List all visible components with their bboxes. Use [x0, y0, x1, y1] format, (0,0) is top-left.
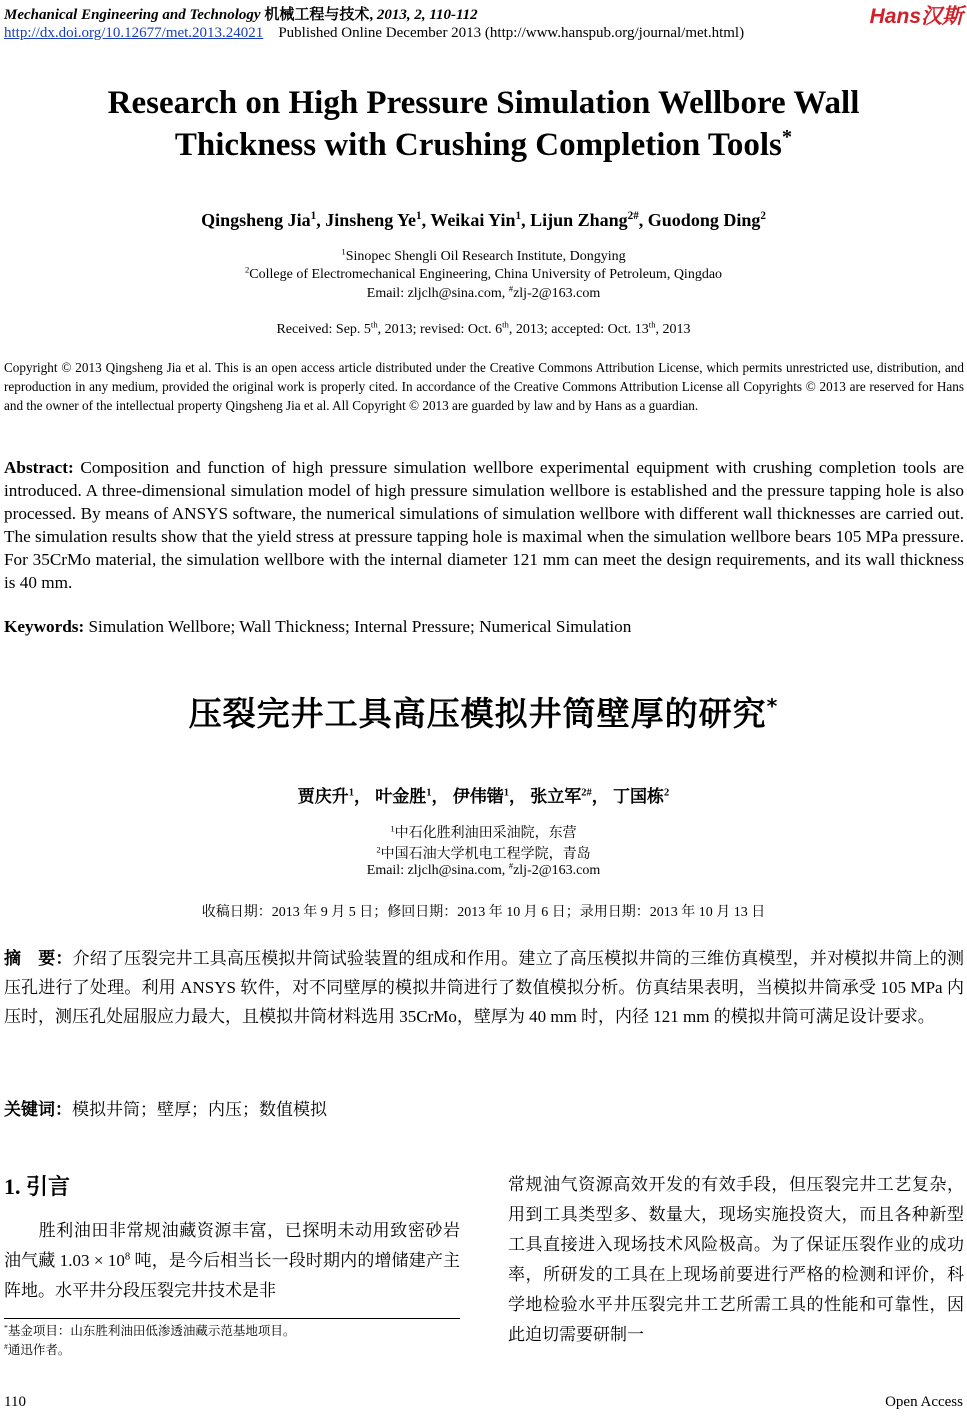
abstract-cn-text: 介绍了压裂完井工具高压模拟井筒试验装置的组成和作用。建立了高压模拟井筒的三维仿真模型，并对模拟井筒上的测压孔进行了处理。利用 ANSYS 软件，对不同壁厚的模拟井筒进行了数值模拟分析。仿真结果表明，当模拟井筒承受 105 MPa 内压时，测压孔处屈服应力最大，且模拟井筒材料选用 35CrMo，壁厚为 40 mm 时，内径 121 mm 的模拟井筒可满足设计要求。 [4, 949, 965, 1026]
copyright-notice: Copyright © 2013 Qingsheng Jia et al. This is an open access article distributed under the Creative Commons Attribution License, which permits unrestricted use, distribution, and reproduction in any medium, provided the original work is properly cited. In accordance of the Creative Commons Attribution License all Copyrights © 2013 are reserved for Hans and the owner of the intellectual property Qingsheng Jia et al. All Copyright © 2013 are guarded by law and by Hans as a guardian. [4, 360, 964, 413]
title-cn-mark: * [766, 694, 779, 718]
affiliation-2-en: $^2$College of Electromechanical Engineering, China University of Petroleum, Qingdao [244, 264, 723, 282]
footnote-1: *基金项目：山东胜利油田低渗透油藏示范基地项目。 [4, 1322, 296, 1338]
body-text-left: 胜利油田非常规油藏资源丰富，已探明未动用致密砂岩油气藏 $1.03 \times 10^8$ 吨，是今后相当长一段时期内的增储建产主阵地。水平井分段压裂完井技术是非 [4, 1221, 460, 1300]
email-cn: Email: zljclh@sina.com, #zlj-2@163.com [366, 860, 601, 878]
keywords-cn-label: 关键词： [4, 1100, 72, 1119]
author-cn: 叶金胜 [375, 787, 427, 806]
author: Jinsheng Ye [325, 210, 417, 230]
title-cn: 压裂完井工具高压模拟井筒壁厚的研究* [188, 694, 779, 733]
doi-line [4, 25, 744, 42]
title-en-mark: * [781, 126, 793, 148]
title-en [0, 82, 967, 166]
keywords-cn [4, 1095, 964, 1120]
journal-name: Mechanical Engineering and Technology [4, 7, 261, 23]
page-number: 110 [4, 1394, 26, 1410]
body-text-right: 常规油气资源高效开发的有效手段，但压裂完井工艺复杂，用到工具类型多、数量大，现场实施投资大，而且各种新型工具直接进入现场技术风险极高。为了保证压裂作业的成功率，所研发的工具在上现场前要进行严格的检测和评价，科学地检验水平井压裂完井工艺所需工具的性能和可靠性，因此迫切需要研制一 [508, 1175, 964, 1344]
authors-en: Qingsheng Jia$^1$, Jinsheng Ye$^1$, Weikai Yin$^1$, Lijun Zhang$^{2\#}$, Guodong Ding$^2$ [201, 210, 766, 230]
keywords-text: Simulation Wellbore; Wall Thickness; Internal Pressure; Numerical Simulation [88, 617, 632, 636]
author-cn: 张立军 [530, 787, 582, 806]
keywords-cn-text: 模拟井筒；壁厚；内压；数值模拟 [72, 1100, 327, 1119]
title-en-line2: Thickness with Crushing Completion Tools* [174, 126, 793, 163]
footnote-2: #通迅作者。 [4, 1341, 71, 1357]
author-cn: 伊伟锴 [452, 787, 504, 806]
abstract-cn [4, 944, 964, 1031]
doi-link[interactable]: http://dx.doi.org/10.12677/met.2013.24021 [4, 25, 264, 41]
footnotes [4, 1322, 295, 1360]
affiliation-2-cn: $^2$中国石油大学机电工程学院，青岛 [376, 844, 591, 862]
journal-name-cn: 机械工程与技术, [264, 7, 374, 23]
abstract-text: Composition and function of high pressure simulation wellbore experimental equipment with crushing completion tools are introduced. A three-dimensional simulation model of high pressure simulation wellbore is established and the pressure tapping hole is also processed. By means of ANSYS software, the numerical simulations of simulation wellbore with different wall thicknesses are carried out. The simulation results show that the yield stress at pressure tapping hole is maximal when the simulation wellbore bears 105 MPa pressure. For 35CrMo material, the simulation wellbore with the internal diameter 121 mm can meet the design requirements, and its wall thickness is 40 mm. [4, 458, 964, 592]
affiliation-1-en: $^1$Sinopec Shengli Oil Research Institute, Dongying [341, 246, 626, 264]
journal-issue: 2013, 2, 110-112 [376, 7, 478, 23]
author: Weikai Yin [430, 210, 516, 230]
email-en: Email: zljclh@sina.com, #zlj-2@163.com [366, 283, 601, 301]
author: Guodong Ding [647, 210, 761, 230]
section-heading: 1. 引言 [4, 1174, 71, 1199]
authors-cn: 贾庆升$^1$， 叶金胜$^1$， 伊伟锴$^1$， 张立军$^{2\#}$， 丁国栋$^2$ [297, 787, 670, 806]
keywords-en [4, 617, 964, 637]
dates-en: Received: Sep. 5th, 2013; revised: Oct. 6th, 2013; accepted: Oct. 13th, 2013 [276, 319, 691, 337]
published-online: Published Online December 2013 (http://www.hanspub.org/journal/met.html) [278, 25, 745, 41]
footnote-rule [4, 1318, 460, 1319]
abstract-en [4, 456, 964, 594]
journal-header [4, 3, 478, 24]
author: Lijun Zhang [530, 210, 628, 230]
dates-cn: 收稿日期：2013 年 9 月 5 日；修回日期：2013 年 10 月 6 日；录用日期：2013 年 10 月 13 日 [201, 905, 766, 920]
author-cn: 贾庆升 [297, 787, 349, 806]
abstract-label: Abstract: [4, 458, 74, 477]
affiliation-1-cn: $^1$中石化胜利油田采油院，东营 [390, 823, 577, 841]
publisher-logo: Hans汉斯 [869, 5, 963, 28]
keywords-label: Keywords: [4, 617, 85, 636]
open-access-label: Open Access [885, 1394, 963, 1410]
title-en-line1: Research on High Pressure Simulation Wellbore Wall [107, 85, 860, 121]
abstract-cn-label: 摘 要： [4, 949, 73, 968]
author-cn: 丁国栋 [613, 787, 665, 806]
author: Qingsheng Jia [201, 210, 311, 230]
